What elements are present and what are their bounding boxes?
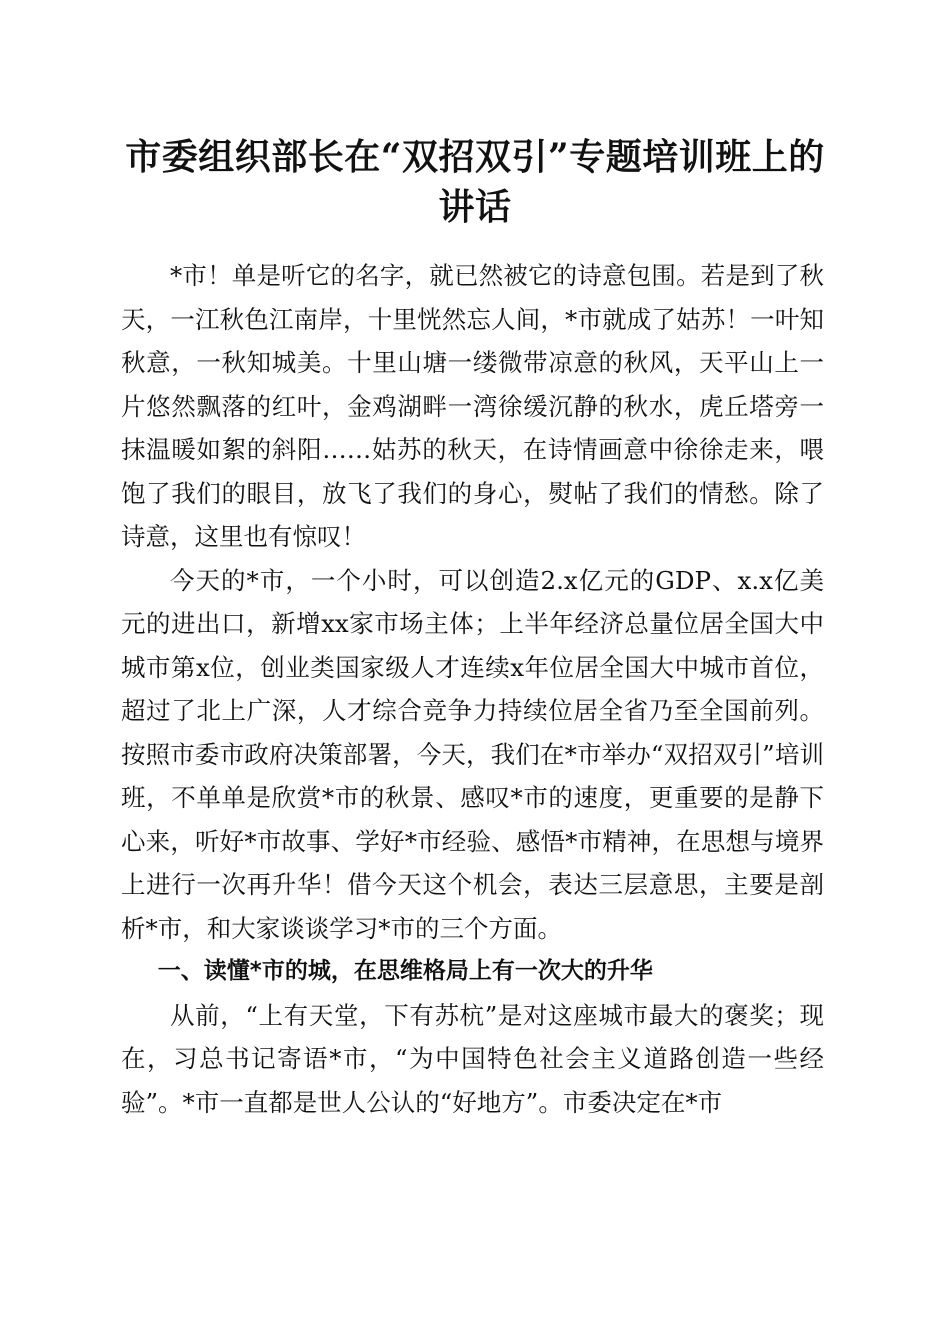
title-line-2: 讲话 [438,186,512,228]
document-title [100,132,850,232]
paragraph-section-1: 从前，“上有天堂，下有苏杭”是对这座城市最大的褒奖；现在，习总书记寄语*市，“为中国特色社会主义道路创造一些经验”。*市一直都是世人公认的“好地方”。市委决定在*市 [121,1000,824,1117]
title-line-1: 市委组织部长在“双招双引”专题培训班上的 [125,136,825,178]
document-body [121,254,824,1124]
paragraph-intro: *市！单是听它的名字，就已然被它的诗意包围。若是到了秋天，一江秋色江南岸，十里恍然忘人间，*市就成了姑苏！一叶知秋意，一秋知城美。十里山塘一缕微带凉意的秋风，天平山上一片悠然飘落的红叶，金鸡湖畔一湾徐缓沉静的秋水，虎丘塔旁一抹温暖如絮的斜阳……姑苏的秋天，在诗情画意中徐徐走来，喂饱了我们的眼目，放飞了我们的身心，熨帖了我们的情愁。除了诗意，这里也有惊叹！ [121,261,824,551]
paragraph-today: 今天的*市，一个小时，可以创造2.x亿元的GDP、x.x亿美元的进出口，新增xx家市场主体；上半年经济总量位居全国大中城市第x位，创业类国家级人才连续x年位居全国大中城市首位，超过了北上广深，人才综合竞争力持续位居全省乃至全国前列。按照市委市政府决策部署，今天，我们在*市举办“双招双引”培训班，不单单是欣赏*市的秋景、感叹*市的速度，更重要的是静下心来，听好*市故事、学好*市经验、感悟*市精神，在思想与境界上进行一次再升华！借今天这个机会，表达三层意思，主要是剖析*市，和大家谈谈学习*市的三个方面。 [121,565,824,943]
section-heading-1: 一、读懂*市的城，在思维格局上有一次大的升华 [157,958,653,984]
